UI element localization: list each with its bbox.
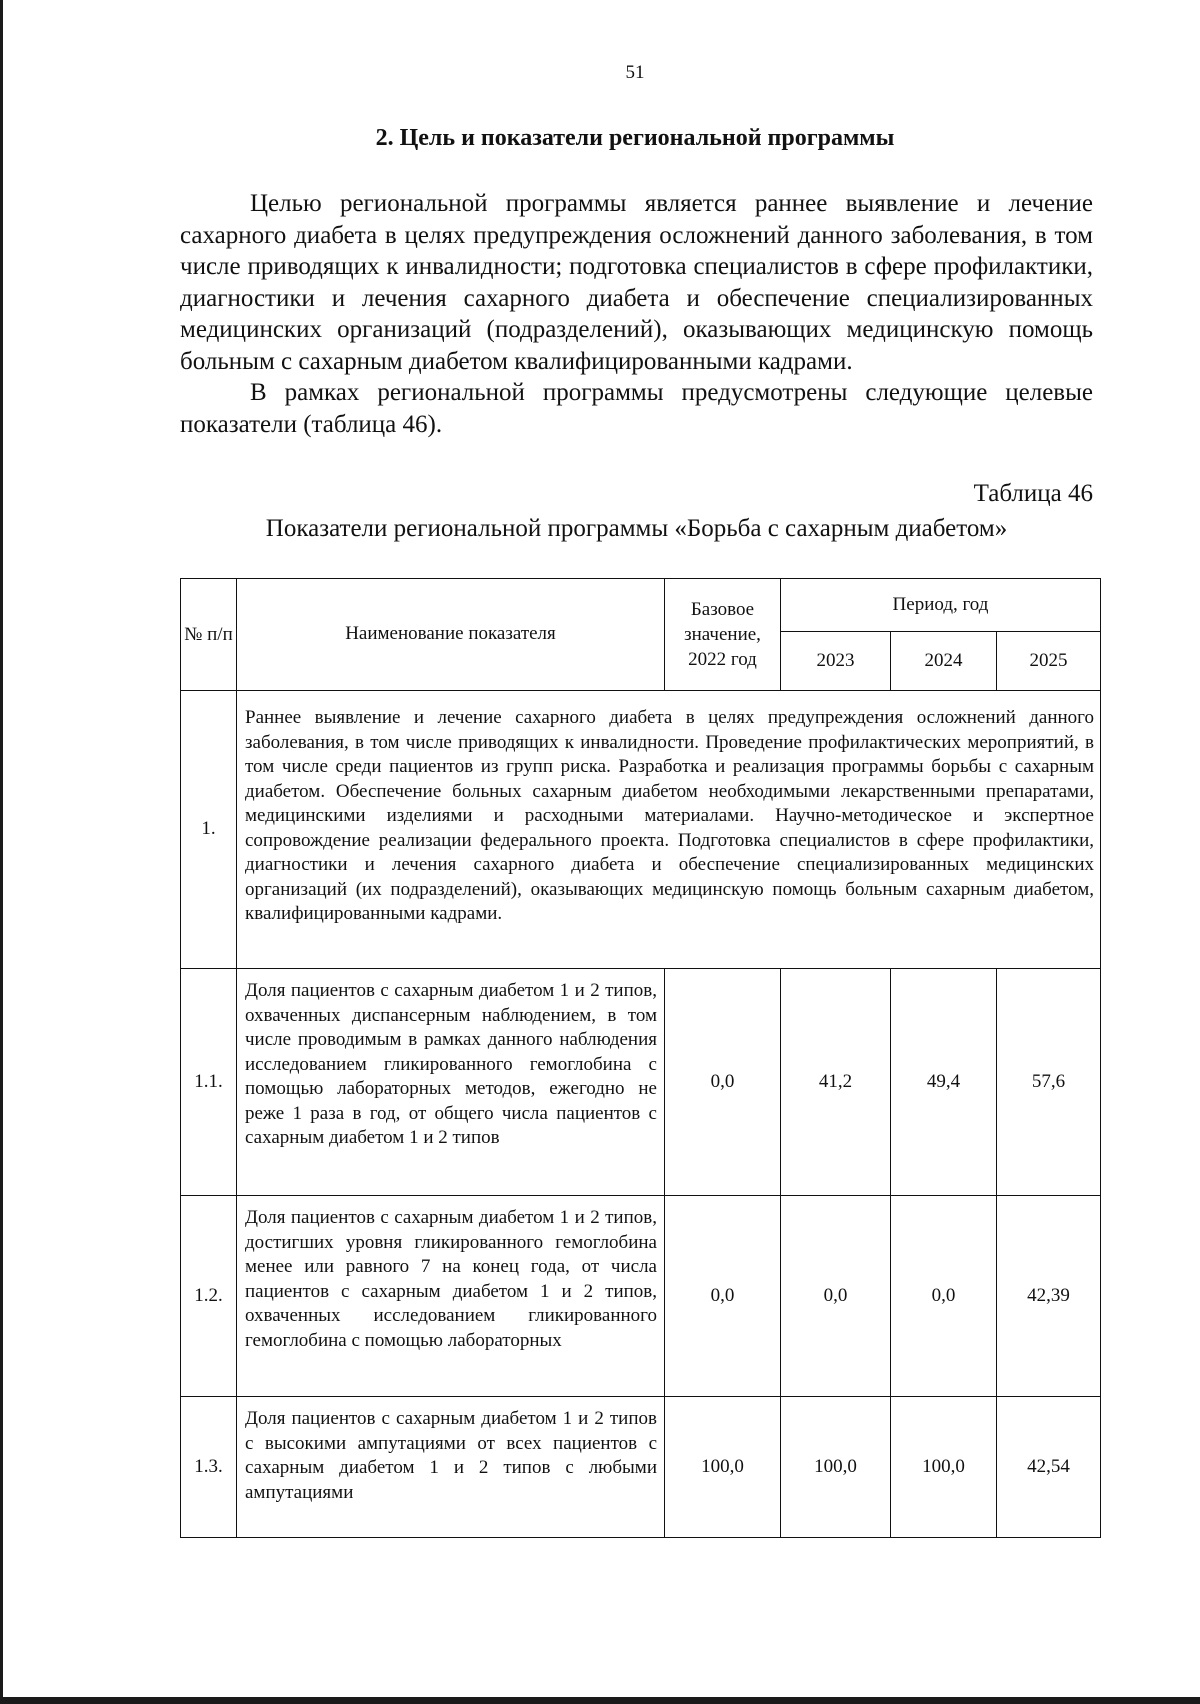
value-2025: 42,54 — [997, 1397, 1101, 1538]
row-num: 1.2. — [181, 1196, 237, 1397]
table-label: Таблица 46 — [973, 480, 1093, 507]
header-num: № п/п — [181, 579, 237, 691]
base-value: 0,0 — [665, 1196, 781, 1397]
group-num: 1. — [181, 691, 237, 969]
row-num: 1.1. — [181, 969, 237, 1196]
header-base: Базовое значение, 2022 год — [665, 579, 781, 691]
value-2023: 100,0 — [781, 1397, 891, 1538]
value-2023: 41,2 — [781, 969, 891, 1196]
scan-left-edge — [0, 0, 3, 1704]
indicators-table — [180, 578, 1101, 1538]
table-row-group-1 — [181, 691, 1101, 969]
section-title: 2. Цель и показатели региональной программы — [375, 125, 895, 151]
indicator-name: Доля пациентов с сахарным диабетом 1 и 2 типов с высокими ампутациями от всех пациентов с сахарным диабетом 1 и 2 типов с любыми ампутациями — [237, 1397, 665, 1538]
table-row — [181, 969, 1101, 1196]
scan-bottom-edge — [0, 1697, 1200, 1704]
header-year-2025: 2025 — [997, 632, 1101, 691]
table-row — [181, 1397, 1101, 1538]
base-value: 100,0 — [665, 1397, 781, 1538]
page-number: 51 — [625, 62, 645, 83]
indicator-name: Доля пациентов с сахарным диабетом 1 и 2 типов, охваченных диспансерным наблюдением, в том числе проводимым в рамках данного наблюдения исследованием гликированного гемоглобина с помощью лабораторных методов, ежегодно не реже 1 раза в год, от общего числа пациентов с сахарным диабетом 1 и 2 типов — [237, 969, 665, 1196]
goal-paragraph: Целью региональной программы является раннее выявление и лечение сахарного диабета в целях предупреждения осложнений данного заболевания, в том числе приводящих к инвалидности; подготовка специалистов в сфере профилактики, диагностики и лечения сахарного диабета и обеспечение специализированных медицинских организаций (подразделений), оказывающих медицинскую помощь больным с сахарным диабетом квалифицированными кадрами. — [180, 190, 1093, 375]
value-2024: 0,0 — [891, 1196, 997, 1397]
table-caption: Показатели региональной программы «Борьба с сахарным диабетом» — [265, 515, 1008, 542]
table-row — [181, 1196, 1101, 1397]
value-2023: 0,0 — [781, 1196, 891, 1397]
header-year-2024: 2024 — [891, 632, 997, 691]
value-2025: 57,6 — [997, 969, 1101, 1196]
base-value: 0,0 — [665, 969, 781, 1196]
group-description: Раннее выявление и лечение сахарного диабета в целях предупреждения осложнений данного заболевания, в том числе приводящих к инвалидности. Проведение профилактических мероприятий, в том числе среди пациентов из групп риска. Разработка и реализация программы борьбы с сахарным диабетом. Обеспечение больных сахарным диабетом необходимыми лекарственными препаратами, медицинскими изделиями и расходными материалами. Научно-методическое и экспертное сопровождение реализации федерального проекта. Подготовка специалистов в сфере профилактики, диагностики и лечения сахарного диабета и обеспечение специализированных медицинских организаций (их подразделений), оказывающих медицинскую помощь больным сахарным диабетом, квалифицированными кадрами. — [237, 691, 1101, 969]
value-2024: 49,4 — [891, 969, 997, 1196]
value-2024: 100,0 — [891, 1397, 997, 1538]
indicator-name: Доля пациентов с сахарным диабетом 1 и 2 типов, достигших уровня гликированного гемоглобина менее или равного 7 на конец года, от числа пациентов с сахарным диабетом 1 и 2 типов, охваченных исследованием гликированного гемоглобина с помощью лабораторных — [237, 1196, 665, 1397]
header-period: Период, год — [781, 579, 1101, 632]
row-num: 1.3. — [181, 1397, 237, 1538]
value-2025: 42,39 — [997, 1196, 1101, 1397]
indicators-paragraph: В рамках региональной программы предусмотрены следующие целевые показатели (таблица 46). — [180, 379, 1093, 438]
header-year-2023: 2023 — [781, 632, 891, 691]
header-name: Наименование показателя — [237, 579, 665, 691]
intro-text — [180, 188, 1093, 440]
